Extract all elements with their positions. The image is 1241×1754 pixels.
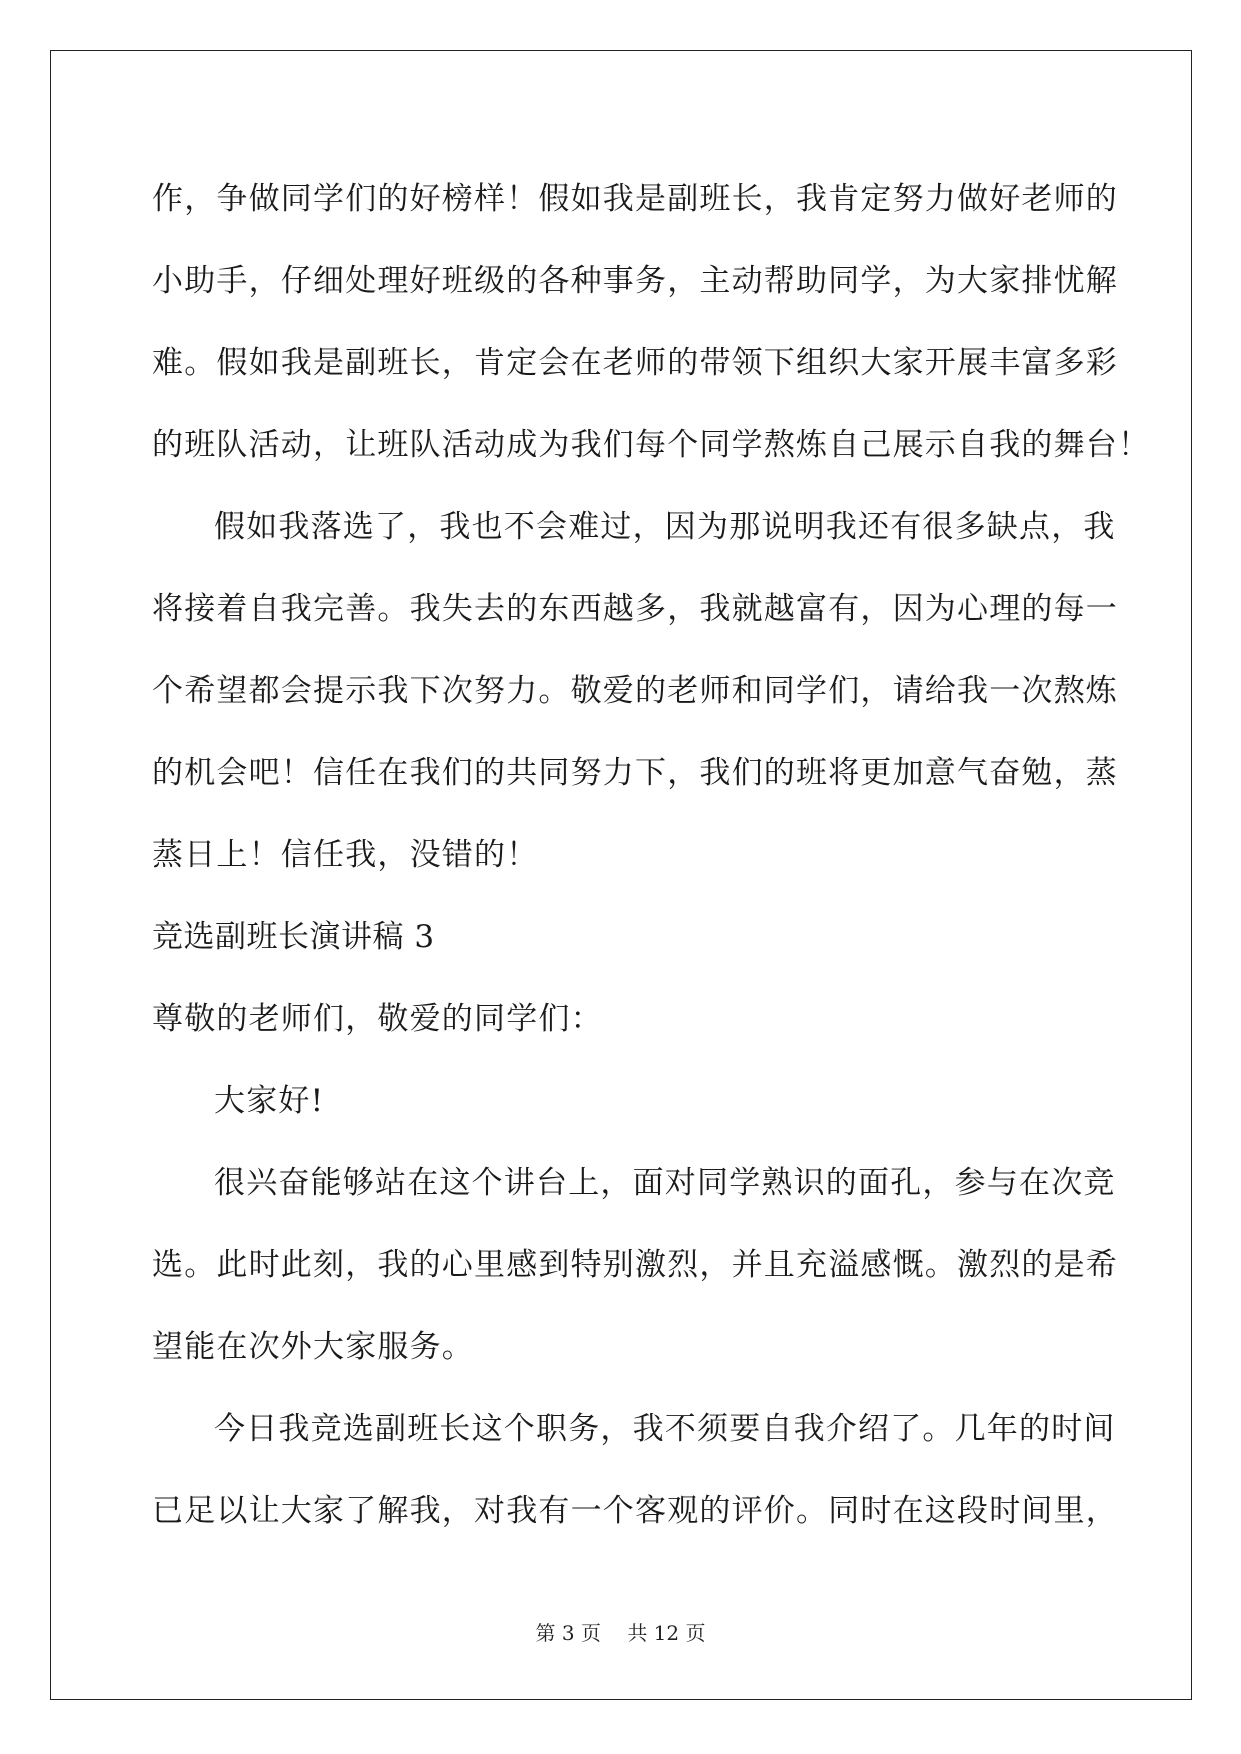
text-line: 选。此时此刻，我的心里感到特别激烈，并且充溢感慨。激烈的是希 [152,1247,1118,1283]
text-line: 个希望都会提示我下次努力。敬爱的老师和同学们，请给我一次熬炼 [152,673,1118,709]
page-number: 第 3 页 [535,1621,601,1645]
page-total: 共 12 页 [627,1621,706,1645]
document-body [152,158,1151,1552]
paragraph-line: 假如我落选了，我也不会难过，因为那说明我还有很多缺点，我 [214,509,1116,545]
greeting: 大家好! [214,1083,325,1119]
text-line: 的机会吧！信任在我们的共同努力下，我们的班将更加意气奋勉，蒸 [152,755,1118,791]
text-line: 蒸日上！信任我，没错的！ [152,837,539,873]
section-title: 竞选副班长演讲稿 3 [152,919,435,955]
salutation: 尊敬的老师们，敬爱的同学们： [152,1001,603,1037]
text-line: 将接着自我完善。我失去的东西越多，我就越富有，因为心理的每一 [152,591,1118,627]
text-line: 小助手，仔细处理好班级的各种事务，主动帮助同学，为大家排忧解 [152,263,1118,299]
page-footer [0,1617,1241,1646]
paragraph-line: 很兴奋能够站在这个讲台上，面对同学熟识的面孔，参与在次竞 [214,1165,1116,1201]
paragraph-line: 今日我竞选副班长这个职务，我不须要自我介绍了。几年的时间 [214,1411,1116,1447]
text-line: 作，争做同学们的好榜样！假如我是副班长，我肯定努力做好老师的 [152,181,1118,217]
text-line: 望能在次外大家服务。 [152,1329,474,1365]
text-line: 难。假如我是副班长，肯定会在老师的带领下组织大家开展丰富多彩 [152,345,1118,381]
text-line: 已足以让大家了解我，对我有一个客观的评价。同时在这段时间里， [152,1493,1118,1529]
text-line: 的班队活动，让班队活动成为我们每个同学熬炼自己展示自我的舞台！ [152,427,1151,463]
